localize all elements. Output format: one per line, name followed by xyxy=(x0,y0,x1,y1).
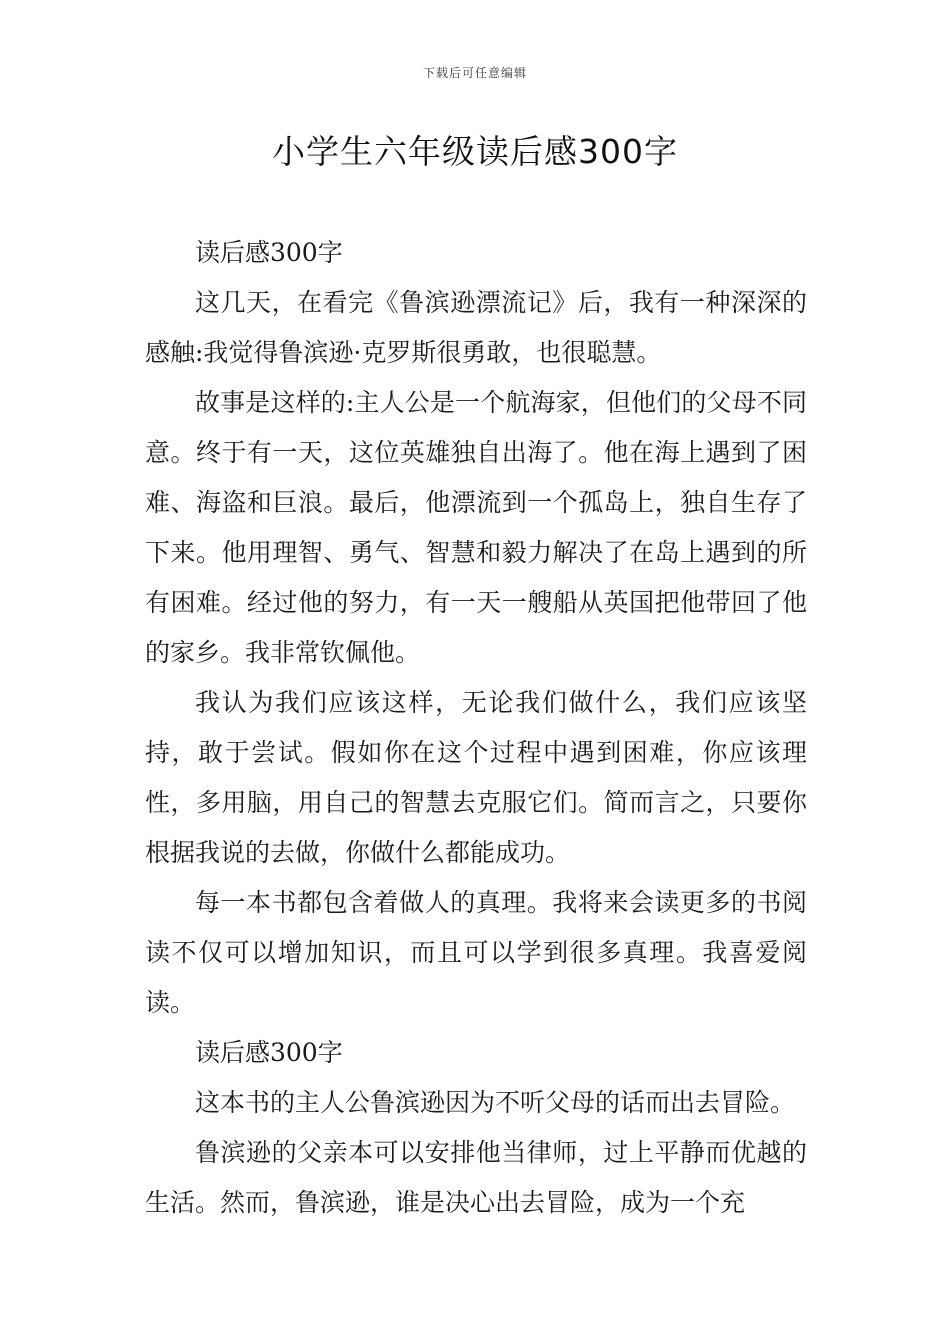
header-note: 下载后可任意编辑 xyxy=(422,66,527,80)
paragraph: 故事是这样的:主人公是一个航海家，但他们的父母不同意。终于有一天，这位英雄独自出海了。他在海上遇到了困难、海盗和巨浪。最后，他漂流到一个孤岛上，独自生存了下来。他用理智、勇气、智慧和毅力解决了在岛上遇到的所有困难。经过他的努力，有一天一艘船从英国把他带回了他的家乡。我非常钦佩他。 xyxy=(145,388,807,667)
section-heading: 读后感300字 xyxy=(195,238,343,267)
paragraph: 这本书的主人公鲁滨逊因为不听父母的话而出去冒险。 xyxy=(195,1088,796,1117)
section-heading: 读后感300字 xyxy=(195,1038,343,1067)
document-title: 小学生六年级读后感300字 xyxy=(272,132,678,171)
paragraph: 这几天，在看完《鲁滨逊漂流记》后，我有一种深深的感触:我觉得鲁滨逊·克罗斯很勇敢，也很聪慧。 xyxy=(145,288,807,367)
paragraph: 每一本书都包含着做人的真理。我将来会读更多的书阅读不仅可以增加知识，而且可以学到很多真理。我喜爱阅读。 xyxy=(145,888,807,1017)
document-body xyxy=(145,228,807,1228)
paragraph: 我认为我们应该这样，无论我们做什么，我们应该坚持，敢于尝试。假如你在这个过程中遇到困难，你应该理性，多用脑，用自己的智慧去克服它们。简而言之，只要你根据我说的去做，你做什么都能成功。 xyxy=(145,688,807,867)
paragraph: 鲁滨逊的父亲本可以安排他当律师，过上平静而优越的生活。然而，鲁滨逊，谁是决心出去冒险，成为一个充 xyxy=(145,1138,807,1217)
